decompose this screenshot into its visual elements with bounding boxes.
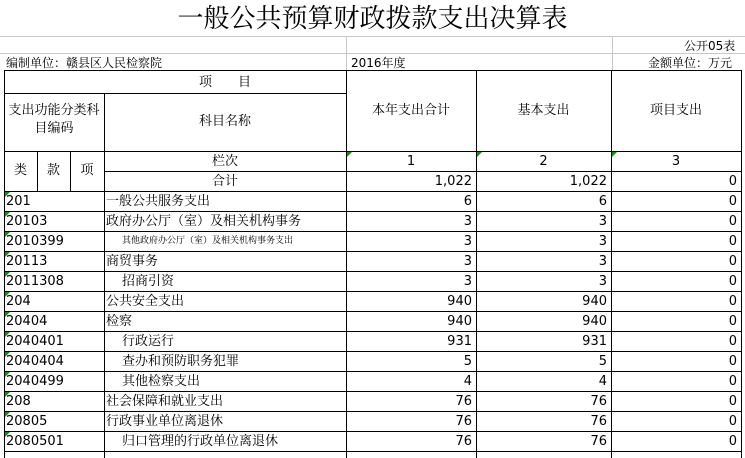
row-code: 2040499 (6, 374, 64, 389)
row-project: 0 (728, 214, 737, 229)
row-total: 5 (463, 354, 472, 369)
row-subject-name: 政府办公厅（室）及相关机构事务 (106, 214, 302, 229)
col-number-3: 3 (671, 154, 681, 169)
row-basic: 76 (590, 414, 607, 429)
row-basic: 940 (582, 294, 607, 309)
row-total: 76 (455, 394, 472, 409)
header-project: 项 目 (198, 75, 251, 90)
row-total: 3 (463, 214, 472, 229)
header-lei: 类 (13, 163, 27, 178)
row-subject-name: 公共安全支出 (106, 294, 185, 309)
row-basic: 6 (598, 194, 607, 209)
row-basic: 3 (598, 234, 607, 249)
row-project: 0 (728, 334, 737, 349)
row-basic: 3 (598, 254, 607, 269)
header-xiang: 项 (80, 163, 94, 178)
row-total: 76 (455, 414, 472, 429)
row-basic: 76 (590, 434, 607, 449)
row-total: 931 (447, 334, 472, 349)
total-basic: 1,022 (569, 174, 607, 189)
row-project: 0 (728, 314, 737, 329)
row-subject-name: 一般公共服务支出 (106, 194, 211, 209)
header-kuan: 款 (46, 163, 60, 178)
row-subject-name: 其他检察支出 (122, 374, 201, 389)
row-project: 0 (728, 354, 737, 369)
row-code: 208 (6, 394, 31, 409)
row-project: 0 (728, 254, 737, 269)
row-code: 201 (6, 194, 31, 209)
row-project: 0 (728, 394, 737, 409)
row-subject-name: 查办和预防职务犯罪 (122, 354, 240, 369)
header-total: 本年支出合计 (371, 103, 450, 118)
col-number-2: 2 (539, 154, 548, 169)
form-code: 公开05表 (684, 39, 736, 53)
row-code: 2040404 (6, 354, 64, 369)
row-code: 20404 (6, 314, 48, 329)
row-total: 940 (447, 294, 472, 309)
row-total: 4 (463, 374, 472, 389)
row-subject-name: 行政事业单位离退休 (106, 414, 224, 429)
row-code: 2011308 (6, 274, 64, 289)
row-total: 3 (463, 274, 472, 289)
compiling-unit: 编制单位：赣县区人民检察院 (6, 56, 163, 70)
row-subject-name: 行政运行 (122, 334, 175, 349)
row-total: 940 (447, 314, 472, 329)
header-basic: 基本支出 (517, 103, 570, 118)
row-project: 0 (728, 294, 737, 309)
report-title: 一般公共预算财政拨款支出决算表 (177, 4, 568, 34)
row-basic: 940 (582, 314, 607, 329)
row-basic: 931 (582, 334, 607, 349)
row-code: 20103 (6, 214, 48, 229)
report-year: 2016年度 (351, 56, 406, 70)
row-subject-name: 招商引资 (122, 274, 175, 289)
row-subject-name: 检察 (106, 314, 133, 329)
currency-unit: 金额单位：万元 (648, 56, 733, 70)
row-subject-name: 其他政府办公厅（室）及相关机构事务支出 (122, 236, 294, 246)
row-code: 2040401 (6, 334, 64, 349)
row-basic: 3 (598, 214, 607, 229)
row-code: 20113 (6, 254, 48, 269)
header-function-code: 支出功能分类科目编码 (8, 103, 100, 136)
row-project: 0 (728, 194, 737, 209)
row-basic: 3 (598, 274, 607, 289)
row-basic: 5 (598, 354, 607, 369)
row-project: 0 (728, 274, 737, 289)
row-project: 0 (728, 414, 737, 429)
row-total: 3 (463, 234, 472, 249)
row-total: 3 (463, 254, 472, 269)
row-project: 0 (728, 374, 737, 389)
total-sum: 1,022 (434, 174, 472, 189)
row-project: 0 (728, 234, 737, 249)
row-subject-name: 归口管理的行政单位离退休 (122, 434, 279, 449)
row-code: 20805 (6, 414, 48, 429)
total-label: 合计 (211, 174, 238, 189)
row-total: 6 (463, 194, 472, 209)
row-project: 0 (728, 434, 737, 449)
col-number-1: 1 (406, 154, 416, 169)
row-subject-name: 社会保障和就业支出 (106, 394, 224, 409)
row-total: 76 (455, 434, 472, 449)
row-code: 2080501 (6, 434, 64, 449)
header-project-expense: 项目支出 (649, 103, 702, 118)
row-subject-name: 商贸事务 (106, 254, 159, 269)
total-project: 0 (728, 174, 737, 189)
row-basic: 76 (590, 394, 607, 409)
row-code: 204 (6, 294, 31, 309)
row-basic: 4 (598, 374, 607, 389)
header-subject-name: 科目名称 (198, 114, 251, 129)
header-lanci: 栏次 (211, 154, 238, 169)
row-code: 2010399 (6, 234, 64, 249)
